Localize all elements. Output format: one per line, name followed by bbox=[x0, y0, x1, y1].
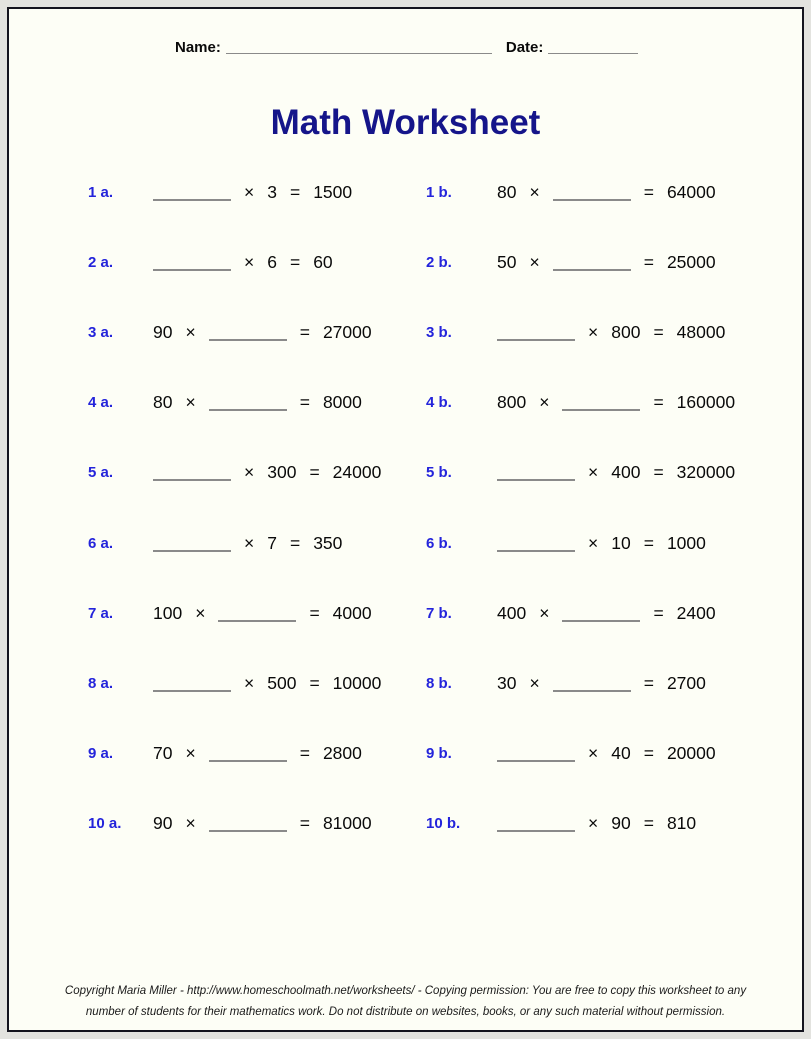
problem-expression-9b bbox=[497, 743, 716, 764]
problem-expression-4b bbox=[497, 392, 735, 413]
answer-blank bbox=[209, 406, 287, 411]
equals-sign: = bbox=[643, 672, 654, 693]
date-label: Date: bbox=[505, 39, 544, 56]
product: 48000 bbox=[676, 321, 726, 342]
product: 2700 bbox=[666, 672, 706, 693]
problem-expression-5b bbox=[497, 462, 735, 483]
problem-label-5b: 5 b. bbox=[426, 464, 452, 482]
factor-1: 70 bbox=[153, 743, 173, 764]
equals-sign: = bbox=[653, 602, 664, 623]
factor-2: 400 bbox=[611, 462, 641, 483]
product: 27000 bbox=[322, 321, 372, 342]
product: 60 bbox=[313, 251, 333, 272]
multiply-sign: × bbox=[539, 602, 550, 623]
worksheet-page bbox=[7, 7, 804, 1032]
problem-row bbox=[9, 789, 802, 859]
answer-blank bbox=[562, 406, 640, 411]
factor-1: 400 bbox=[497, 602, 527, 623]
answer-blank bbox=[553, 687, 631, 692]
problem-row bbox=[9, 508, 802, 578]
factor-2: 10 bbox=[611, 532, 631, 553]
answer-blank bbox=[497, 476, 575, 481]
problem-expression-1a bbox=[153, 182, 419, 203]
problem-label-9a: 9 a. bbox=[88, 745, 114, 763]
equals-sign: = bbox=[643, 532, 654, 553]
problem-expression-5a bbox=[153, 462, 419, 483]
factor-2: 7 bbox=[267, 532, 277, 553]
multiply-sign: × bbox=[244, 251, 255, 272]
problem-row bbox=[9, 438, 802, 508]
factor-2: 6 bbox=[267, 251, 277, 272]
answer-blank bbox=[153, 476, 231, 481]
problem-row bbox=[9, 297, 802, 367]
multiply-sign: × bbox=[185, 743, 196, 764]
factor-1: 80 bbox=[497, 181, 517, 202]
equals-sign: = bbox=[289, 532, 301, 553]
multiply-sign: × bbox=[185, 321, 196, 342]
equals-sign: = bbox=[299, 813, 310, 834]
problem-label-6a: 6 a. bbox=[88, 534, 114, 552]
multiply-sign: × bbox=[588, 743, 599, 764]
product: 20000 bbox=[666, 743, 716, 764]
equals-sign: = bbox=[643, 813, 654, 834]
multiply-sign: × bbox=[588, 462, 599, 483]
problem-label-7a: 7 a. bbox=[88, 604, 114, 622]
answer-blank bbox=[497, 547, 575, 552]
factor-2: 40 bbox=[611, 743, 631, 764]
product: 10000 bbox=[332, 672, 382, 693]
problem-expression-1b bbox=[497, 182, 716, 203]
product: 24000 bbox=[332, 462, 382, 483]
problem-label-10b: 10 b. bbox=[426, 815, 461, 833]
answer-blank bbox=[153, 687, 231, 692]
equals-sign: = bbox=[653, 321, 664, 342]
product: 1000 bbox=[666, 532, 706, 553]
factor-1: 90 bbox=[153, 321, 173, 342]
equals-sign: = bbox=[299, 392, 310, 413]
answer-blank bbox=[553, 266, 631, 271]
multiply-sign: × bbox=[244, 462, 255, 483]
problem-row bbox=[9, 157, 802, 227]
factor-1: 800 bbox=[497, 392, 527, 413]
problem-expression-8b bbox=[497, 673, 706, 694]
problem-expression-8a bbox=[153, 673, 419, 694]
equals-sign: = bbox=[643, 181, 654, 202]
multiply-sign: × bbox=[588, 532, 599, 553]
answer-blank bbox=[562, 617, 640, 622]
product: 4000 bbox=[332, 602, 372, 623]
problem-expression-2b bbox=[497, 252, 716, 273]
multiply-sign: × bbox=[588, 813, 599, 834]
problems-grid bbox=[9, 157, 802, 859]
equals-sign: = bbox=[309, 462, 320, 483]
equals-sign: = bbox=[309, 602, 320, 623]
problem-label-10a: 10 a. bbox=[88, 815, 122, 833]
equals-sign: = bbox=[289, 181, 301, 202]
problem-expression-6b bbox=[497, 533, 706, 554]
problem-row bbox=[9, 719, 802, 789]
problem-expression-3a bbox=[153, 322, 419, 343]
answer-blank bbox=[497, 827, 575, 832]
problem-label-3b: 3 b. bbox=[426, 323, 452, 341]
product: 2800 bbox=[322, 743, 362, 764]
answer-blank bbox=[218, 617, 296, 622]
name-date-header bbox=[175, 39, 638, 56]
equals-sign: = bbox=[309, 672, 320, 693]
factor-1: 90 bbox=[153, 813, 173, 834]
problem-label-4a: 4 a. bbox=[88, 394, 114, 412]
problem-expression-6a bbox=[153, 533, 419, 554]
answer-blank bbox=[153, 547, 231, 552]
problem-label-9b: 9 b. bbox=[426, 745, 452, 763]
factor-2: 500 bbox=[267, 672, 297, 693]
problem-row bbox=[9, 227, 802, 297]
problem-expression-10a bbox=[153, 813, 419, 834]
multiply-sign: × bbox=[185, 392, 196, 413]
footer-line-1: Copyright Maria Miller - http://www.homeschoolmath.net/worksheets/ - Copying permission: You are free to copy this worksheet to any bbox=[64, 985, 747, 997]
answer-blank bbox=[153, 196, 231, 201]
problem-expression-7b bbox=[497, 603, 716, 624]
problem-row bbox=[9, 578, 802, 648]
factor-2: 300 bbox=[267, 462, 297, 483]
answer-blank bbox=[209, 757, 287, 762]
problem-expression-10b bbox=[497, 813, 696, 834]
answer-blank bbox=[209, 336, 287, 341]
product: 1500 bbox=[313, 181, 353, 202]
factor-1: 30 bbox=[497, 672, 517, 693]
copyright-footer bbox=[9, 981, 802, 1023]
equals-sign: = bbox=[289, 251, 301, 272]
problem-expression-9a bbox=[153, 743, 419, 764]
factor-1: 100 bbox=[153, 602, 183, 623]
product: 160000 bbox=[676, 392, 736, 413]
multiply-sign: × bbox=[529, 672, 540, 693]
page-title: Math Worksheet bbox=[270, 103, 541, 142]
problem-label-3a: 3 a. bbox=[88, 323, 114, 341]
problem-expression-4a bbox=[153, 392, 419, 413]
equals-sign: = bbox=[653, 462, 664, 483]
answer-blank bbox=[497, 336, 575, 341]
answer-blank bbox=[209, 827, 287, 832]
multiply-sign: × bbox=[244, 181, 255, 202]
problem-label-8a: 8 a. bbox=[88, 674, 114, 692]
product: 8000 bbox=[322, 392, 362, 413]
problem-expression-7a bbox=[153, 603, 419, 624]
problem-row bbox=[9, 648, 802, 718]
factor-1: 50 bbox=[497, 251, 517, 272]
date-blank-line bbox=[548, 49, 638, 54]
product: 2400 bbox=[676, 602, 716, 623]
answer-blank bbox=[497, 757, 575, 762]
equals-sign: = bbox=[299, 321, 310, 342]
equals-sign: = bbox=[299, 743, 310, 764]
multiply-sign: × bbox=[244, 672, 255, 693]
equals-sign: = bbox=[653, 392, 664, 413]
problem-row bbox=[9, 368, 802, 438]
product: 350 bbox=[313, 532, 343, 553]
problem-label-2b: 2 b. bbox=[426, 253, 452, 271]
problem-label-1a: 1 a. bbox=[88, 183, 114, 201]
answer-blank bbox=[553, 196, 631, 201]
footer-line-2: number of students for their mathematics work. Do not distribute on websites, books, or any such material without permission. bbox=[85, 1006, 726, 1018]
equals-sign: = bbox=[643, 251, 654, 272]
problem-label-1b: 1 b. bbox=[426, 183, 452, 201]
product: 64000 bbox=[666, 181, 716, 202]
multiply-sign: × bbox=[529, 251, 540, 272]
multiply-sign: × bbox=[529, 181, 540, 202]
factor-2: 800 bbox=[611, 321, 641, 342]
problem-label-5a: 5 a. bbox=[88, 464, 114, 482]
product: 25000 bbox=[666, 251, 716, 272]
product: 320000 bbox=[676, 462, 736, 483]
factor-1: 80 bbox=[153, 392, 173, 413]
multiply-sign: × bbox=[244, 532, 255, 553]
problem-label-6b: 6 b. bbox=[426, 534, 452, 552]
problem-label-2a: 2 a. bbox=[88, 253, 114, 271]
problem-expression-2a bbox=[153, 252, 419, 273]
multiply-sign: × bbox=[539, 392, 550, 413]
multiply-sign: × bbox=[185, 813, 196, 834]
equals-sign: = bbox=[643, 743, 654, 764]
problem-label-7b: 7 b. bbox=[426, 604, 452, 622]
product: 81000 bbox=[322, 813, 372, 834]
problem-label-8b: 8 b. bbox=[426, 674, 452, 692]
multiply-sign: × bbox=[195, 602, 206, 623]
product: 810 bbox=[666, 813, 697, 834]
answer-blank bbox=[153, 266, 231, 271]
name-label: Name: bbox=[175, 39, 221, 56]
name-blank-line bbox=[226, 49, 492, 54]
factor-2: 90 bbox=[611, 813, 631, 834]
multiply-sign: × bbox=[588, 321, 599, 342]
problem-expression-3b bbox=[497, 322, 725, 343]
factor-2: 3 bbox=[267, 181, 277, 202]
problem-label-4b: 4 b. bbox=[426, 394, 452, 412]
